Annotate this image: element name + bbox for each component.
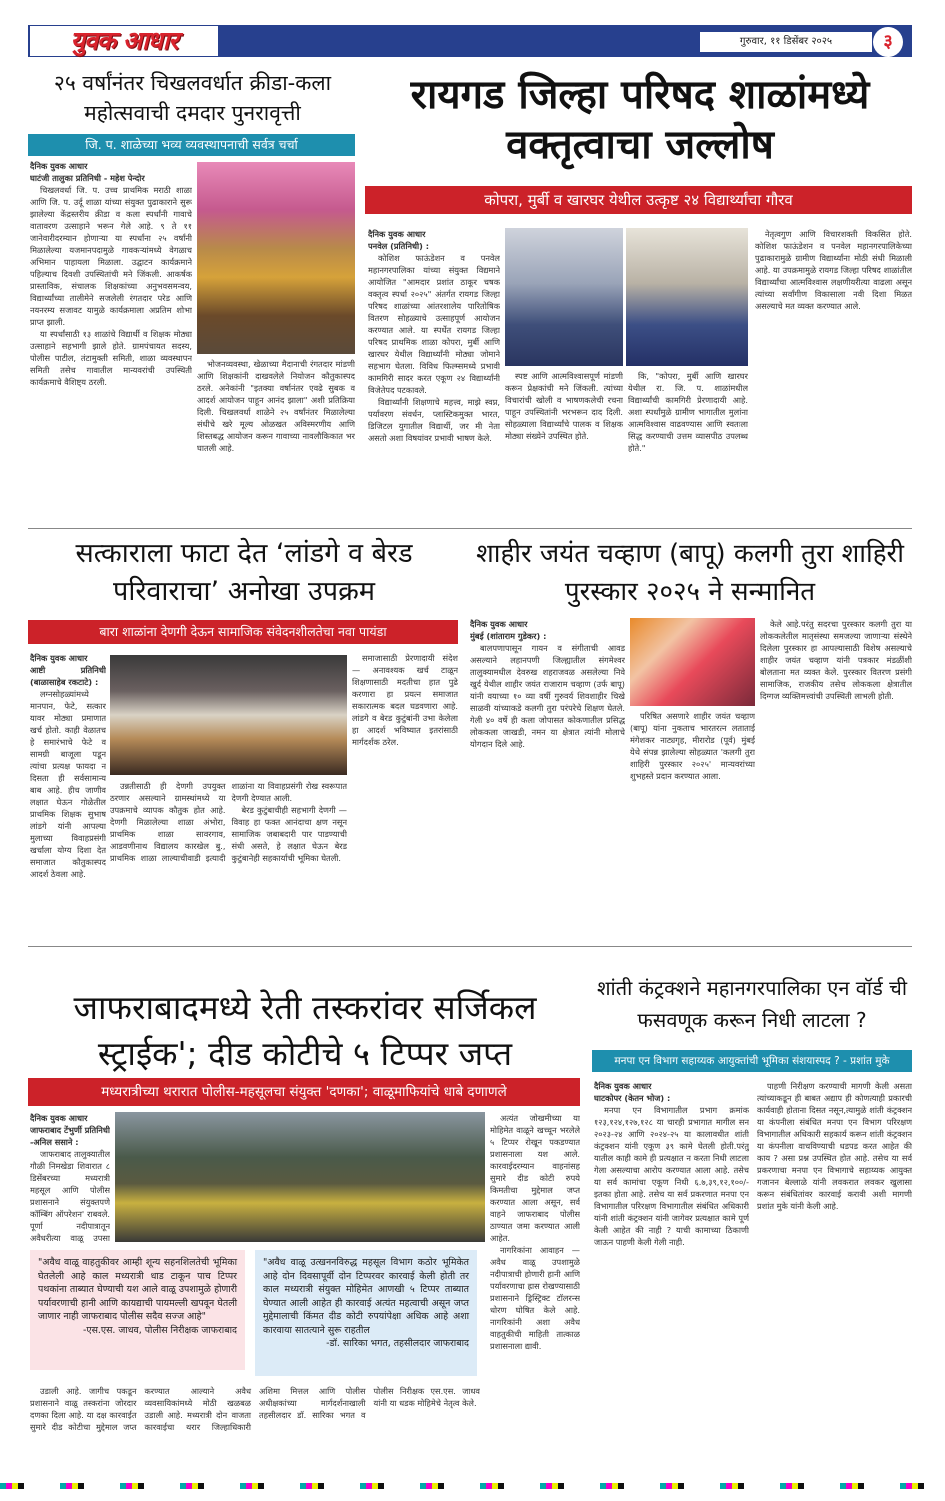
newspaper-logo: युवक आधार	[30, 26, 218, 56]
article-5-col-right	[490, 1112, 580, 1477]
dateline: घाटंजी तालुका प्रतिनिधी - महेश पेन्दोर	[30, 173, 145, 183]
paragraph: नेतृत्वगुण आणि विचारशक्ती विकसित होते. कोशिश फाऊंडेशन व पनवेल महानगरपालिकेच्या पुढाकारामुळे ग्रामीण विद्यार्थ्यांना मोठी संधी मिळाली आहे. या उपक्रमामुळे रायगड जिल्हा परिषद शाळांतील विद्यार्थ्यांचा आत्मविश्वास लक्षणीयरीत्या वाढला असून त्यांच्या सर्वांगीण विकासाला नवी दिशा मिळत असल्याचे मत व्यक्त करण्यात आले.	[755, 229, 912, 311]
article-3-col-3	[352, 652, 458, 937]
paragraph: पाहणी निरीक्षण करण्याची मागणी केली असता त्यांच्याकडून ही बाबत अद्याप ही कोणत्याही प्रकारची कार्यवाही होताना दिसत नसून,त्यामुळे शांती कंट्रक्शन या कंपनीला संबंधित मनपा एन विभाग परिरक्षण विभागातील अधिकारी सहकार्य करून शांती कंट्रक्शन या कंपनीला वाचविण्याची धडपड करत आहेत की काय ? असा प्रश्न उपस्थित होत आहे. तसेच या सर्व प्रकरणाचा मनपा एन विभागाचे सहाय्यक आयुक्त गजानन बेल्लाळे यांनी लवकरात लवकर खुलासा करून संबंधितांवर कारवाई करावी अशी मागणी प्रशांत मुके यांनी केली आहे.	[757, 1081, 912, 1211]
article-2-col-4	[755, 228, 912, 520]
paragraph: अत्यंत जोखमीच्या या मोहिमेत वाळूने खच्चून भरलेले ५ टिप्पर रोखून पकडण्यात प्रशासनाला यश आले. कारवाईदरम्यान वाहनांसह सुमारे दीड कोटी रुपये किमतीचा मुद्देमाल जप्त करण्यात आला असून, सर्व वाहने जाफराबाद पोलीस ठाण्यात जमा करण्यात आली आहेत.	[490, 1113, 580, 1243]
paragraph: उडाली आहे. जागीच पकडून प्रशासनाने वाळू तस्करांना जोरदार दणका दिला आहे. या दक्ष कारवाईत सुमारे दीड कोटीचा मुद्देमाल जप्त करण्यात आल्याने अवैध व्यवसायिकांमध्ये मोठी खळबळ उडाली आहे. मध्यरात्री दोन वाजता कारवाईचा थरार जिल्हाधिकारी अशिमा मित्तल आणि पोलीस अधीक्षकांच्या मार्गदर्शनाखाली तहसीलदार डॉ. सारिका भगत व पोलीस निरीक्षक एस.एस. जाधव यांनी या धडक मोहिमेचे नेतृत्व केले.	[30, 1386, 480, 1432]
article-1-headline: २५ वर्षांनंतर चिखलवर्धात क्रीडा-कला महोत्सवाची दमदार पुनरावृत्ती	[53, 71, 332, 125]
article-5-headline: जाफराबादमध्ये रेती तस्करांवर सर्जिकल स्ट्राईक'; दीड कोटीचे ५ टिप्पर जप्त	[73, 988, 537, 1073]
dateline: आष्टी प्रतिनिधी (बाळासाहेब रकटाटे) :	[30, 665, 106, 687]
article-6-subhead: मनपा एन विभाग सहाय्यक आयुक्तांची भूमिका संशयास्पद ? - प्रशांत मुके	[592, 1050, 912, 1072]
paragraph: लग्नसोहळ्यांमध्ये मानपान, फेटे, सत्कार यावर मोठ्या प्रमाणात खर्च होतो. काही वेळातच हे समारंभाचे फेटे व सामग्री बाजूला पडून त्यांचा प्रत्यक्ष फायदा न दिसता ही सर्वसामान्य बाब आहे. हीच जाणीव लक्षात घेऊन गोळेतील प्राथमिक शिक्षक सुभाष लांडगे यांनी आपल्या मुलाच्या विवाहप्रसंगी खर्चाला योग्य दिशा देत समाजात कौतुकास्पद आदर्श ठेवला आहे.	[30, 689, 106, 879]
article-2-subhead: कोपरा, मुर्बी व खारघर येथील उत्कृष्ट २४ विद्यार्थ्यांचा गौरव	[365, 186, 912, 214]
article-3-headline: सत्काराला फाटा देत ‘लांडगे व बेरड परिवाराचा’ अनोखा उपक्रम	[75, 538, 413, 607]
article-1-body	[30, 160, 192, 520]
quote-box-police	[30, 1250, 245, 1370]
paragraph: समाजासाठी प्रेरणादायी संदेश — अनावश्यक खर्च टाळून शिक्षणासाठी मदतीचा हात पुढे करणारा हा प्रयत्न समाजात सकारात्मक बदल घडवणारा आहे. लांडगे व बेरड कुटुंबांनी उभा केलेला हा आदर्श भविष्यात इतरांसाठी मार्गदर्शक ठरेल.	[352, 653, 458, 747]
article-4-headline: शाहीर जयंत चव्हाण (बापू) कलगी तुरा शाहिरी पुरस्कार २०२५ ने सन्मानित	[476, 539, 904, 607]
byline: दैनिक युवक आधार	[470, 619, 528, 629]
paragraph: स्पष्ट आणि आत्मविश्वासपूर्ण मांडणी करून प्रेक्षकांची मने जिंकली. त्यांच्या विचारांची खोली व भाषणकलेची रचना पाहून उपस्थितांनी भरभरून दाद दिली. सोहळ्याला विद्यार्थ्यांचे पालक व शिक्षक मोठ्या संख्येने उपस्थित होते.	[505, 371, 623, 441]
paragraph: केले आहे.परंतु सदरचा पुरस्कार कलगी तुरा या लोककलेतील मातृसंस्था समजल्या जाणाऱ्या संस्थेने दिलेला पुरस्कार हा आपल्यासाठी विशेष असल्याचे शाहीर जयंत चव्हाण यांनी पत्रकार मंडळींशी बोलताना मत व्यक्त केले. पुरस्कार वितरण प्रसंगी सामाजिक, राजकीय तसेच लोककला क्षेत्रातील दिग्गज व्यक्तिमत्त्वांची उपस्थिती लाभली होती.	[760, 619, 912, 701]
dateline: मुंबई (शांताराम गुडेकर) :	[470, 631, 547, 641]
byline: दैनिक युवक आधार	[30, 653, 88, 663]
divider	[28, 528, 912, 529]
article-6-col-1	[594, 1080, 749, 1477]
article-2-col-2	[505, 370, 623, 520]
byline: दैनिक युवक आधार	[594, 1081, 652, 1091]
article-5-col-1	[30, 1112, 110, 1244]
article-5-subhead: मध्यरात्रीच्या थरारात पोलीस-महसूलचा संयुक्त 'दणका'; वाळूमाफियांचे धाबे दणाणले	[28, 1078, 580, 1106]
photo-festival-students	[197, 162, 355, 354]
paragraph: बेरड कुटुंबाचीही सहभागी देणगी — विवाह हा फक्त आनंदाचा क्षण नसून सामाजिक जबाबदारी पार पाडण्याची संधी असते, हे लक्षात घेऊन बेरड कुटुंबानेही सहकार्याची भूमिका घेतली.	[231, 805, 347, 863]
article-2-col-3	[628, 370, 748, 520]
byline: दैनिक युवक आधार	[30, 161, 88, 171]
article-4-col-2	[630, 710, 755, 938]
paragraph: विद्यार्थ्यांनी शिक्षणाचे महत्त्व, माझे स्वप्न, पर्यावरण संवर्धन, प्लास्टिकमुक्त भारत, डिजिटल युगातील विद्यार्थी, जर मी नेता असतो अशा विषयांवर प्रभावी भाषण केले.	[368, 397, 500, 443]
paragraph: जाफराबाद तालुक्यातील गौळी निमखेडा शिवारात ८ डिसेंबरच्या मध्यरात्री महसूल आणि पोलीस प्रशासनाने संयुक्तपणे कॉम्बिंग ऑपरेशन' राबवले. पूर्णा नदीपात्रातून अवैधरीत्या वाळू उपसा	[30, 1149, 110, 1243]
paragraph: चिखलवर्धा जि. प. उच्च प्राथमिक मराठी शाळा आणि जि. प. उर्दू शाळा यांच्या संयुक्त पुढाकाराने सुरू झालेल्या केंद्रस्तरीय क्रीडा व कला स्पर्धांनी गावाचे वातावरण उत्साहाने भरून गेले आहे. ९ ते ११ जानेवारीदरम्यान होणाऱ्या या स्पर्धांना २५ वर्षांनी मिळालेल्या यजमानपदामुळे गावकऱ्यांमध्ये वेगळाच अभिमान पाहायला मिळाला. उद्घाटन कार्यक्रमाने पहिल्याच दिवशी उपस्थितांची मने जिंकली. आकर्षक प्रास्ताविक, संचालक शिक्षकांच्या अनुभवसमन्वय, विद्यार्थ्यांच्या तालीमेने सजलेली रंगतदार परेड आणि नयनरम्य सजावट यामुळे कार्यक्रमाला अप्रतिम शोभा प्राप्त झाली.	[30, 185, 192, 327]
dateline: पनवेल (प्रतिनिधी) :	[368, 241, 430, 251]
article-6-headline: शांती कंट्रक्शने महानगरपालिका एन वॉर्ड ची फसवणूक करून निधी लाटला ?	[596, 976, 908, 1032]
paragraph: नागरिकांना आवाहन — अवैध वाळू उपशामुळे नदीपात्राची होणारी हानी आणि पर्यावरणाचा ह्रास रोखण्यासाठी प्रशासनाने ड्रिस्ट्रिक्ट टॉलरन्स धोरण घोषित केले आहे. नागरिकांनी अशा अवैध वाहतुकीची माहिती तात्काळ प्रशासनाला द्यावी.	[490, 1245, 580, 1351]
quote-text: "अवैध वाळू उत्खननविरुद्ध महसूल विभाग कठोर भूमिकेत आहे दोन दिवसापूर्वी दोन टिप्परवर कारवाई केली होती तर काल मध्यरात्री संयुक्त मोहिमेत आणखी ५ टिप्पर ताब्यात घेण्यात आली आहेत ही कारवाई अत्यंत महत्वाची असून जप्त मुद्देमालाची किंमत दीड कोटी रुपयांपेक्षा अधिक आहे अशा कारवाया सातत्याने सुरू राहतील	[263, 1257, 469, 1336]
print-registration-marks	[0, 1483, 945, 1489]
photo-award-felicitation	[630, 618, 755, 706]
article-2-headline: रायगड जिल्हा परिषद शाळांमध्ये वक्तृत्वाचा जल्लोष	[410, 72, 870, 168]
quote-text: "अवैध वाळू वाहतुकीवर आम्ही शून्य सहनशिलतेची भूमिका घेतलेली आहे काल मध्यरात्री धाड टाकून पाच टिप्पर पथकांना ताब्यात घेण्याची यश आले वाळू उपशामुळे होणारी पर्यावरणाची हानी आणि कायद्याची पायमल्ली खपवून घेतली जाणार नाही जाफराबाद पोलीस सदैव सज्ज आहे"	[38, 1257, 237, 1322]
paragraph: बालपणापासून गायन व संगीताची आवड असल्याने लहानपणी जिल्ह्यातील संगमेश्वर तालुक्यामधील देवरुख शहराजवळ असलेल्या निवे खुर्द येथील शाहीर जयंत राजाराम चव्हाण (उर्फ बापू) यांनी वयाच्या १० व्या वर्षी गुरुवर्य शिवशाहीर चिखे साळवी यांच्याकडे कलगी तुरा परंपरेचे शिक्षण घेतले. गेली ४० वर्षे ही कला जोपासत कोकणातील प्रसिद्ध लोककला जाखडी, नमन या क्षेत्रात त्यांनी मोलाचे योगदान दिले आहे.	[470, 643, 625, 749]
article-5-bottom-cols	[30, 1385, 480, 1477]
page-number: ३	[873, 27, 903, 57]
byline: दैनिक युवक आधार	[368, 229, 426, 239]
article-6-col-2	[757, 1080, 912, 1477]
paragraph: या स्पर्धांसाठी १३ शाळांचे विद्यार्थी व शिक्षक मोठ्या उत्साहाने सहभागी झाले होते. ग्रामपंचायत सदस्य, पोलीस पाटील, तंटामुक्ती समिती, शाळा व्यवस्थापन समिती तसेच गावातील मान्यवरांची उपस्थिती कार्यक्रमाचे वैशिष्ट्य ठरली.	[30, 329, 192, 387]
byline: दैनिक युवक आधार	[30, 1113, 88, 1123]
dateline: घाटकोपर (केतन भोज) :	[594, 1093, 671, 1103]
paragraph: कोशिश फाऊंडेशन व पनवेल महानगरपालिका यांच्या संयुक्त विद्यमाने आयोजित "आमदार प्रशांत ठाकूर चषक वक्तृत्व स्पर्धा २०२५" अंतर्गत रायगड जिल्हा परिषद शाळांच्या आंतरशालेय पारितोषिक वितरण सोहळ्याचे उत्साहपूर्ण आयोजन करण्यात आले. या स्पर्धेत रायगड जिल्हा परिषद प्राथमिक शाळा कोपरा, मुर्बी आणि खारघर येथील विद्यार्थ्यांनी मोठ्या जोमाने सहभाग घेतला. विविध फिल्म्समध्ये प्रभावी कामगिरी सादर करत एकूण २४ विद्यार्थ्यांनी विजेतेपद पटकावले.	[368, 253, 500, 395]
article-1-body-cont	[197, 358, 355, 520]
article-3-col-1	[30, 652, 106, 937]
article-4-col-3	[760, 618, 912, 938]
article-3-subhead: बारा शाळांना देणगी देऊन सामाजिक संवेदनशीलतेचा नवा पायंडा	[28, 620, 458, 644]
paragraph: कि, "कोपरा, मुर्बी आणि खारघर येथील रा. जि. प. शाळांमधील विद्यार्थ्यांची कामगिरी प्रेरणादायी आहे. अशा स्पर्धांमुळे ग्रामीण भागातील मुलांना आत्मविश्वास वाढवण्यास आणि स्वतःला सिद्ध करण्याची उत्तम व्यासपीठ उपलब्ध होते."	[628, 371, 748, 453]
paragraph: भोजनव्यवस्था, खेळाच्या मैदानाची रंगतदार मांडणी आणि शिक्षकांनी दाखवलेले नियोजन कौतुकास्पद ठरले. अनेकांनी "इतक्या वर्षानंतर एवढे सुबक व आदर्श आयोजन पाहून आनंद झाला" अशी प्रतिक्रिया दिली. चिखलवर्धा शाळेने २५ वर्षांनंतर मिळालेल्या संधीचे खरे मूल्य ओळखत अविस्मरणीय आणि शिस्तबद्ध आयोजन करून गावाच्या नावलौकिकात भर घातली आहे.	[197, 359, 355, 453]
photo-seized-tippers	[115, 1112, 485, 1242]
paragraph: मनपा एन विभागातील प्रभाग क्रमांक १२३,१२४,१२७,१२८ या चारही प्रभागात मागील सन २०२३-२४ आणि २०२४-२५ या कालावधीत शांती कंट्रक्शन यांनी एकूण ३९ कामे घेतली होती.परंतु यातील काही कामे ही प्रत्यक्षात न करता निधी लाटला गेला असल्याचा आरोप करण्यात आला आहे. तसेच या सर्व कामांचा एकूण निधी ६.७,३९,१२,१००/- इतका होता आहे. तसेच या सर्व प्रकरणात मनपा एन विभागातील परिरक्षण विभागातील संबंधित अधिकारी यांनी शांती कंट्रक्शन यांनी जागेवर प्रत्यक्षात कामे पूर्ण केली आहेत की नाही ? याची कामाच्या ठिकाणी जाऊन पाहणी केली गेली नाही.	[594, 1105, 749, 1247]
photo-award-ceremony-1	[505, 228, 623, 366]
quote-box-tehsildar	[255, 1250, 477, 1376]
photo-award-ceremony-2	[626, 228, 748, 366]
issue-date: गुरुवार, ११ डिसेंबर २०२५	[700, 32, 872, 52]
quote-author: -एस.एस. जाधव, पोलीस निरीक्षक जाफराबाद	[83, 1324, 237, 1336]
divider	[28, 946, 912, 947]
quote-author: -डॉ. सारिका भगत, तहसीलदार जाफराबाद	[326, 1338, 469, 1349]
dateline: जाफराबाद टेंभुर्णी प्रतिनिधी -अनिल ससाने :	[30, 1125, 110, 1147]
article-2-col-1	[368, 228, 500, 520]
photo-donation-event	[110, 655, 347, 775]
article-3-col-2	[110, 780, 347, 937]
paragraph: परिषित असणारे शाहीर जयंत चव्हाण (बापू) यांना नुकताच भारतरत्न लताताई मंगेशकर नाट्यगृह, मीरारोड (पूर्व) मुंबई येथे संपन्न झालेल्या सोहळ्यात 'कलगी तुरा शाहिरी पुरस्कार २०२५' मान्यवरांच्या शुभहस्ते प्रदान करण्यात आला.	[630, 711, 755, 781]
article-1-subhead: जि. प. शाळेच्या भव्य व्यवस्थापनाची सर्वत्र चर्चा	[28, 134, 355, 156]
article-4-col-1	[470, 618, 625, 938]
paragraph: उन्नतीसाठी ही देणगी उपयुक्त ठरणार असल्याने ग्रामस्थांमध्ये या उपक्रमाचे व्यापक कौतुक होत आहे. देणगी मिळालेल्या शाळा अंभोरा, प्राथमिक शाळा सावरगाव, आडवणीनाथ विद्यालय कारखेल बु., प्राथमिक शाळा लाल्याचीवाडी इत्यादी शाळांना या विवाहप्रसंगी रोख स्वरूपात देणगी देण्यात आली.	[110, 781, 347, 863]
